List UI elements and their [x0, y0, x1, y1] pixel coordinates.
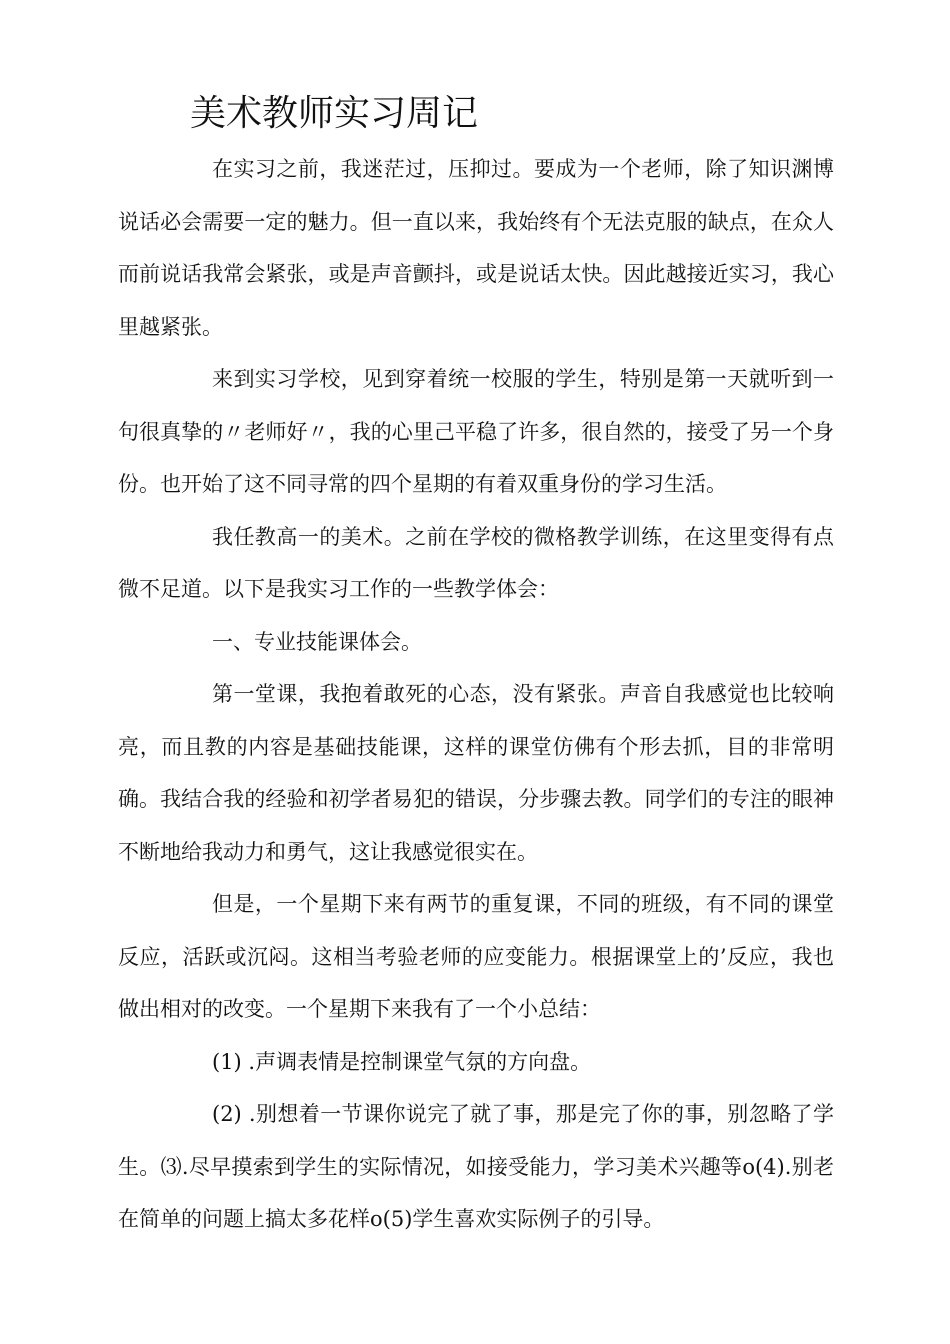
- paragraph-teaching-intro: 我任教高一的美术。之前在学校的微格教学训练，在这里变得有点微不足道。以下是我实习工作的一些教学体会：: [118, 524, 834, 601]
- paragraph-repeat-classes: 但是，一个星期下来有两节的重复课，不同的班级，有不同的课堂反应，活跃或沉闷。这相当考验老师的应变能力。根据课堂上的’反应，我也做出相对的改变。一个星期下来我有了一个小总结：: [118, 892, 834, 1021]
- section-heading-skills: 一、专业技能课体会。: [212, 629, 422, 654]
- paragraph-before-internship: 在实习之前，我迷茫过，压抑过。要成为一个老师，除了知识渊博说话必会需要一定的魅力。但一直以来，我始终有个无法克服的缺点，在众人而前说话我常会紧张，或是声音颤抖，或是说话太快。因此越接近实习，我心里越紧张。: [118, 157, 834, 339]
- paragraph-first-class: 第一堂课，我抱着敢死的心态，没有紧张。声音自我感觉也比较响亮，而且教的内容是基础技能课，这样的课堂仿佛有个形去抓，目的非常明确。我结合我的经验和初学者易犯的错误，分步骤去教。同学们的专注的眼神不断地给我动力和勇气，这让我感觉很实在。: [118, 682, 834, 864]
- document-title: 美术教师实习周记: [190, 93, 479, 134]
- document-body: [118, 143, 834, 1246]
- list-item-2: (2) .别想着一节课你说完了就了事，那是完了你的事，别忽略了学生。⑶.尽早摸索到学生的实际情况，如接受能力，学习美术兴趣等o(4).别老在简单的问题上搞太多花样o(5)学生喜欢实际例子的引导。: [118, 1102, 834, 1231]
- paragraph-arrival: 来到实习学校，见到穿着统一校服的学生，特别是第一天就听到一句很真挚的〃老师好〃，我的心里己平稳了许多，很自然的，接受了另一个身份。也开始了这不同寻常的四个星期的有着双重身份的学习生活。: [118, 367, 834, 496]
- list-item-1: (1) .声调表情是控制课堂气氛的方向盘。: [212, 1049, 592, 1074]
